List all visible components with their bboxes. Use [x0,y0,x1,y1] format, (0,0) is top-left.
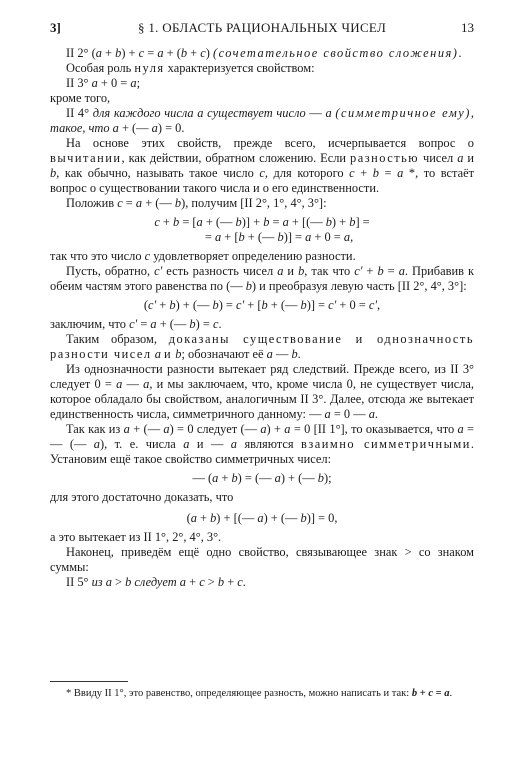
paragraph: Положив c = a + (— b), получим [II 2°, 1°, 4°, 3°]: [66,196,327,210]
paragraph: II 2° (a + b) + c = a + (b + c) (сочетательное свойство сложения). [66,46,462,60]
equation: (a + b) + [(— a) + (— b)] = 0, [186,511,338,525]
paragraph: для этого достаточно доказать, что [50,490,234,504]
equation: (c' + b) + (— b) = c' + [b + (— b)] = c' + 0 = c', [143,298,381,312]
paragraph: II 4° для каждого числа a существует число — a (симметричное ему), такое, что a + (— a) = 0. [50,106,474,135]
paragraph: заключим, что c' = a + (— b) = c. [50,317,222,331]
paragraph: Особая роль нуля характеризуется свойством: [66,61,315,75]
paragraph: Из однозначности разности вытекает ряд следствий. Прежде всего, из II 3° следует 0 = a — a, и мы заключаем, что, кроме числа 0, не существует числа, которое обладало бы свойством, аналогичным II 3°. Далее, отсюда же вытекает единственность числа, симметричного данному: — a = 0 — a. [50,362,475,421]
equation: — (a + b) = (— a) + (— b); [192,471,332,485]
paragraph: Наконец, приведём ещё одно свойство, связывающее знак > со знаком суммы: [50,545,474,574]
section-number: 3] [50,20,61,35]
paragraph: Так как из a + (— a) = 0 следует (— a) + a = 0 [II 1°], то оказывается, что a = — (— a), т. е. числа a и — a являются взаимно симметричными. Установим ещё такое свойство симметричных чисел: [50,422,475,466]
paragraph: так что это число c удовлетворяет определению разности. [50,249,356,263]
page-number: 13 [461,20,474,35]
paragraph: Пусть, обратно, c' есть разность чисел a и b, так что c' + b = a. Прибавив к обеим частям этого равенства по (— b) и преобразуя левую часть [II 2°, 4°, 3°]: [50,264,474,293]
equation: c + b = [a + (— b)] + b = a + [(— b) + b] = = a + [b + (— b)] = a + 0 = a, [154,215,370,244]
main-text [50,46,474,590]
paragraph: а это вытекает из II 1°, 2°, 4°, 3°. [50,530,222,544]
paragraph: кроме того, [50,91,111,105]
paragraph: Таким образом, доказаны существование и однозначность разности чисел a и b; обозначают её a — b. [50,332,474,361]
running-header [50,20,474,40]
paragraph: II 3° a + 0 = a; [66,76,141,90]
section-title: § 1. ОБЛАСТЬ РАЦИОНАЛЬНЫХ ЧИСЕЛ [138,20,387,35]
paragraph: На основе этих свойств, прежде всего, исчерпывается вопрос о вычитании, как действии, обратном сложению. Если разностью чисел a и b, как обычно, называть такое число c, для которого c + b = a *, то встаёт вопрос о существовании такого числа и о его единственности. [50,136,475,195]
paragraph: II 5° из a > b следует a + c > b + c. [66,575,246,589]
footnote-divider [50,681,128,682]
footnote: * Ввиду II 1°, это равенство, определяющее разность, можно написать и так: b + c = a. [66,688,453,699]
